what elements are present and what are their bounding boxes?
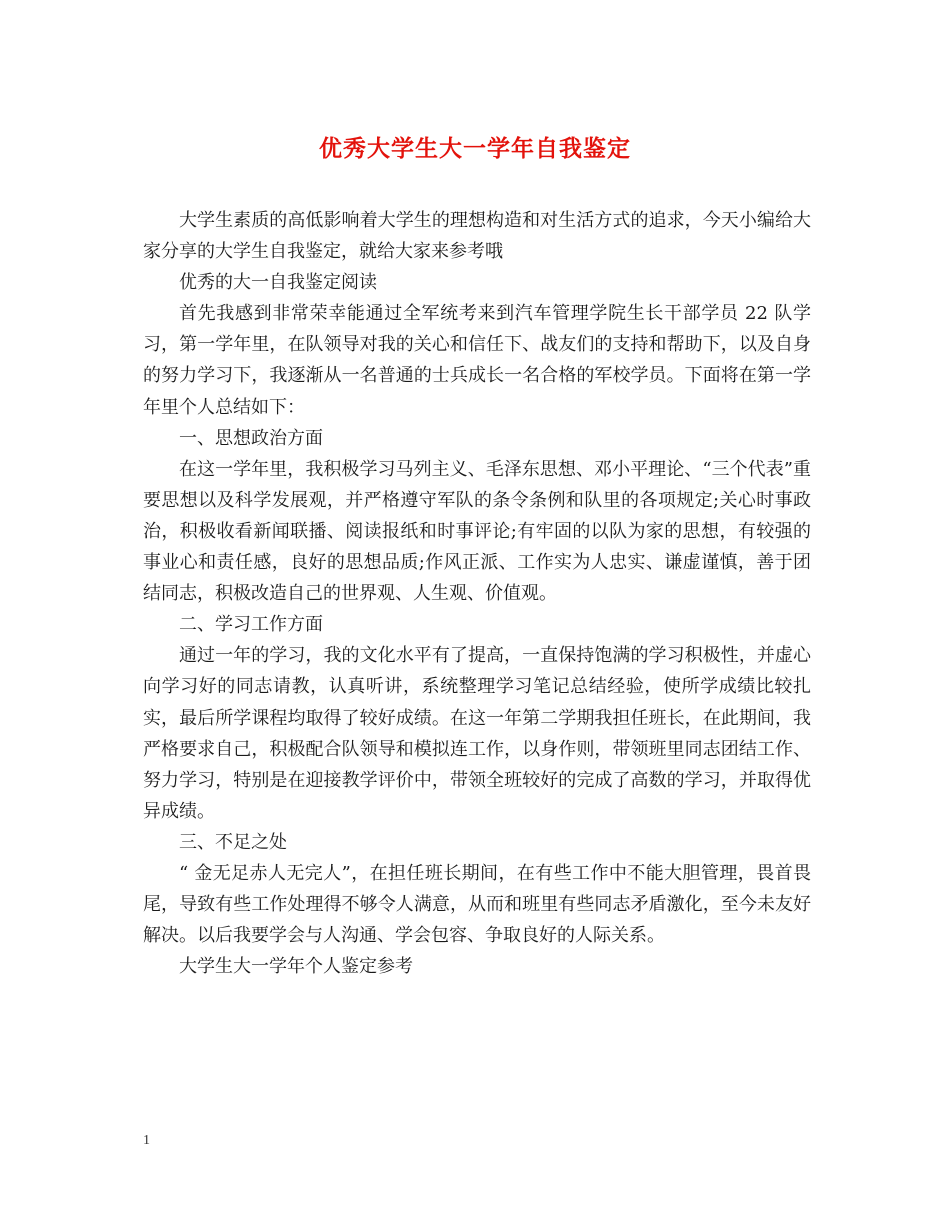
page-number: 1	[143, 1133, 150, 1148]
document-title: 优秀大学生大一学年自我鉴定	[319, 135, 631, 162]
paragraph-opening: 首先我感到非常荣幸能通过全军统考来到汽车管理学院生长干部学员 22 队学习，第一学年里，在队领导对我的关心和信任下、战友们的支持和帮助下，以及自身的努力学习下，我逐渐从一名普通的士兵成长一名合格的军校学员。下面将在第一学年里个人总结如下：	[143, 303, 811, 418]
section-heading-shortcomings: 三、不足之处	[179, 831, 287, 853]
paragraph-subheading: 优秀的大一自我鉴定阅读	[179, 272, 377, 294]
paragraph-study: 通过一年的学习，我的文化水平有了提高，一直保持饱满的学习积极性，并虚心向学习好的同志请教，认真听讲，系统整理学习笔记总结经验，使所学成绩比较扎实，最后所学课程均取得了较好成绩。在这一年第二学期我担任班长，在此期间，我严格要求自己，积极配合队领导和模拟连工作，以身作则，带领班里同志团结工作、努力学习，特别是在迎接教学评价中，带领全班较好的完成了高数的学习，并取得优异成绩。	[143, 645, 811, 822]
paragraph-ideology: 在这一学年里，我积极学习马列主义、毛泽东思想、邓小平理论、“三个代表”重要思想以及科学发展观，并严格遵守军队的条令条例和队里的各项规定;关心时事政治，积极收看新闻联播、阅读报纸和时事评论;有牢固的以队为家的思想，有较强的事业心和责任感，良好的思想品质;作风正派、工作实为人忠实、谦虚谨慎，善于团结同志，积极改造自己的世界观、人生观、价值观。	[143, 458, 811, 605]
document-body	[143, 205, 811, 982]
paragraph-shortcomings: “ 金无足赤人无完人”，在担任班长期间，在有些工作中不能大胆管理，畏首畏尾，导致有些工作处理得不够令人满意，从而和班里有些同志矛盾激化，至今未友好解决。以后我要学会与人沟通、学会包容、争取良好的人际关系。	[143, 862, 811, 947]
paragraph-reference-heading: 大学生大一学年个人鉴定参考	[179, 956, 413, 978]
section-heading-study: 二、学习工作方面	[179, 614, 323, 636]
section-heading-ideology: 一、思想政治方面	[179, 427, 323, 449]
paragraph-intro: 大学生素质的高低影响着大学生的理想构造和对生活方式的追求，今天小编给大家分享的大学生自我鉴定，就给大家来参考哦	[143, 210, 811, 263]
